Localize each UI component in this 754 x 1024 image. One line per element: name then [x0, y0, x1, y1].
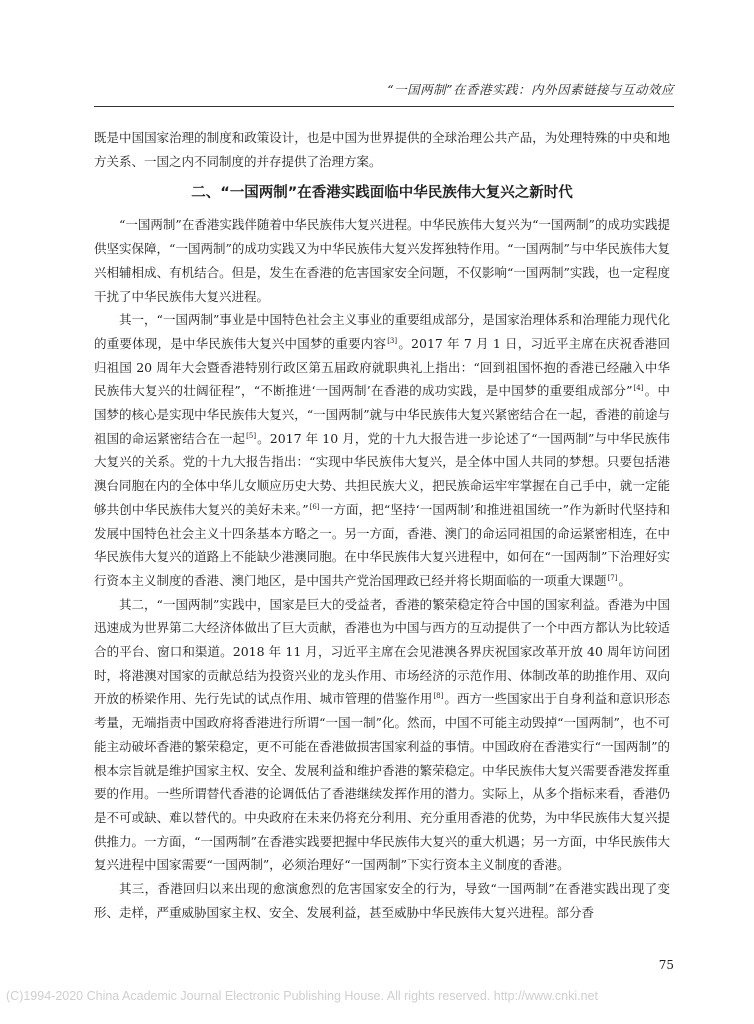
citation-ref: [8] [433, 692, 444, 701]
paragraph-text: 。2017 年 7 月 1 日，习近平主席在庆祝香港回归祖国 20 周年大会暨香港特别行政区第五届政府就职典礼上指出：“回到祖国怀抱的香港已经融入中华民族伟大复兴的壮阔征程”，“不断推进‘一国两制’在香港的成功实践，是中国梦的重要组成部分” [94, 335, 670, 399]
paragraph: 其三，香港回归以来出现的愈演愈烈的危害国家安全的行为，导致“一国两制”在香港实践出现了变形、走样，严重威胁国家主权、安全、发展利益，甚至威胁中华民族伟大复兴进程。部分香 [94, 881, 670, 920]
paragraph: 既是中国国家治理的制度和政策设计，也是中国为世界提供的全球治理公共产品，为处理特殊的中央和地方关系、一国之内不同制度的并存提供了治理方案。 [94, 130, 670, 169]
citation-ref: [4] [633, 384, 644, 393]
paragraph-text: 。中国梦的核心是实现中华民族伟大复兴，“一国两制”就与中华民族伟大复兴紧密结合在一起，香港的前途与祖国的命运紧密结合在一起 [94, 383, 670, 446]
article-body [94, 126, 670, 925]
paragraph-text: 其一，“一国两制”事业是中国特色社会主义事业的重要组成部分，是国家治理体系和治理能力现代化的重要体现，是中华民族伟大复兴中国梦的重要内容 [94, 312, 670, 351]
citation-ref: [3] [387, 336, 398, 345]
paragraph: “一国两制”在香港实践伴随着中华民族伟大复兴进程。中华民族伟大复兴为“一国两制”的成功实践提供坚实保障，“一国两制”的成功实践又为中华民族伟大复兴发挥独特作用。“一国两制”与中华民族伟大复兴相辅相成、有机结合。但是，发生在香港的危害国家安全问题，不仅影响“一国两制”实践，也一定程度干扰了中华民族伟大复兴进程。 [94, 217, 670, 304]
paragraph-text: 其二，“一国两制”实践中，国家是巨大的受益者，香港的繁荣稳定符合中国的国家利益。香港为中国迅速成为世界第二大经济体做出了巨大贡献，香港也为中国与西方的互动提供了一个中西方都认为比较适合的平台、窗口和渠道。2018 年 11 月，习近平主席在会见港澳各界庆祝国家改革开放 40 周年访问团时，将港澳对国家的贡献总结为投资兴业的龙头作用、市场经济的示范作用、体制改革的助推作用、双向开放的桥梁作用、先行先试的试点作用、城市管理的借鉴作用 [94, 596, 670, 707]
copyright-watermark: (C)1994-2020 China Academic Journal Electronic Publishing House. All rights reserved. http://www.cnki.net [6, 989, 598, 1003]
section-heading: 二、“一国两制”在香港实践面临中华民族伟大复兴之新时代 [191, 185, 573, 202]
paragraph-text: 一方面，把“坚持‘一国两制’和推进祖国统一”作为新时代坚持和发展中国特色社会主义十四条基本方略之一。另一方面，香港、澳门的命运同祖国的命运紧密相连，在中华民族伟大复兴的道路上不能缺少港澳同胞。在中华民族伟大复兴进程中，如何在“一国两制”下治理好实行资本主义制度的香港、澳门地区，是中国共产党治国理政已经并将长期面临的一项重大课题 [94, 501, 670, 588]
paragraph [94, 593, 670, 877]
paragraph-text: 。西方一些国家出于自身利益和意识形态考量，无端指责中国政府将香港进行所谓“一国一制”化。然而，中国不可能主动毁掉“一国两制”，也不可能主动破坏香港的繁荣稳定，更不可能在香港做损害国家利益的事情。中国政府在香港实行“一国两制”的根本宗旨就是维护国家主权、安全、发展利益和维护香港的繁荣稳定。中华民族伟大复兴需要香港发挥重要的作用。一些所谓替代香港的论调低估了香港继续发挥作用的潜力。实际上，从多个指标来看，香港仍是不可或缺、难以替代的。中央政府在未来仍将充分利用、充分重用香港的优势，为中华民族伟大复兴提供推力。一方面，“一国两制”在香港实践要把握中华民族伟大复兴的重大机遇；另一方面，中华民族伟大复兴进程中国家需要“一国两制”，必须治理好“一国两制”下实行资本主义制度的香港。 [94, 691, 670, 873]
page-number: 75 [658, 958, 674, 972]
citation-ref: [6] [309, 502, 320, 511]
citation-ref: [5] [246, 431, 257, 440]
header-divider [94, 106, 674, 107]
paragraph-text: 。 [618, 572, 631, 588]
citation-ref: [7] [607, 573, 618, 582]
running-header: “一国两制”在香港实践：内外因素链接与互动效应 [387, 82, 674, 97]
paragraph [94, 308, 670, 592]
paragraph-text: 。2017 年 10 月，党的十九大报告进一步论述了“一国两制”与中华民族伟大复兴的关系。党的十九大报告指出：“实现中华民族伟大复兴，是全体中国人共同的梦想。只要包括港澳台同胞在内的全体中华儿女顺应历史大势、共担民族大义，把民族命运牢牢掌握在自己手中，就一定能够共创中华民族伟大复兴的美好未来。” [94, 430, 670, 517]
